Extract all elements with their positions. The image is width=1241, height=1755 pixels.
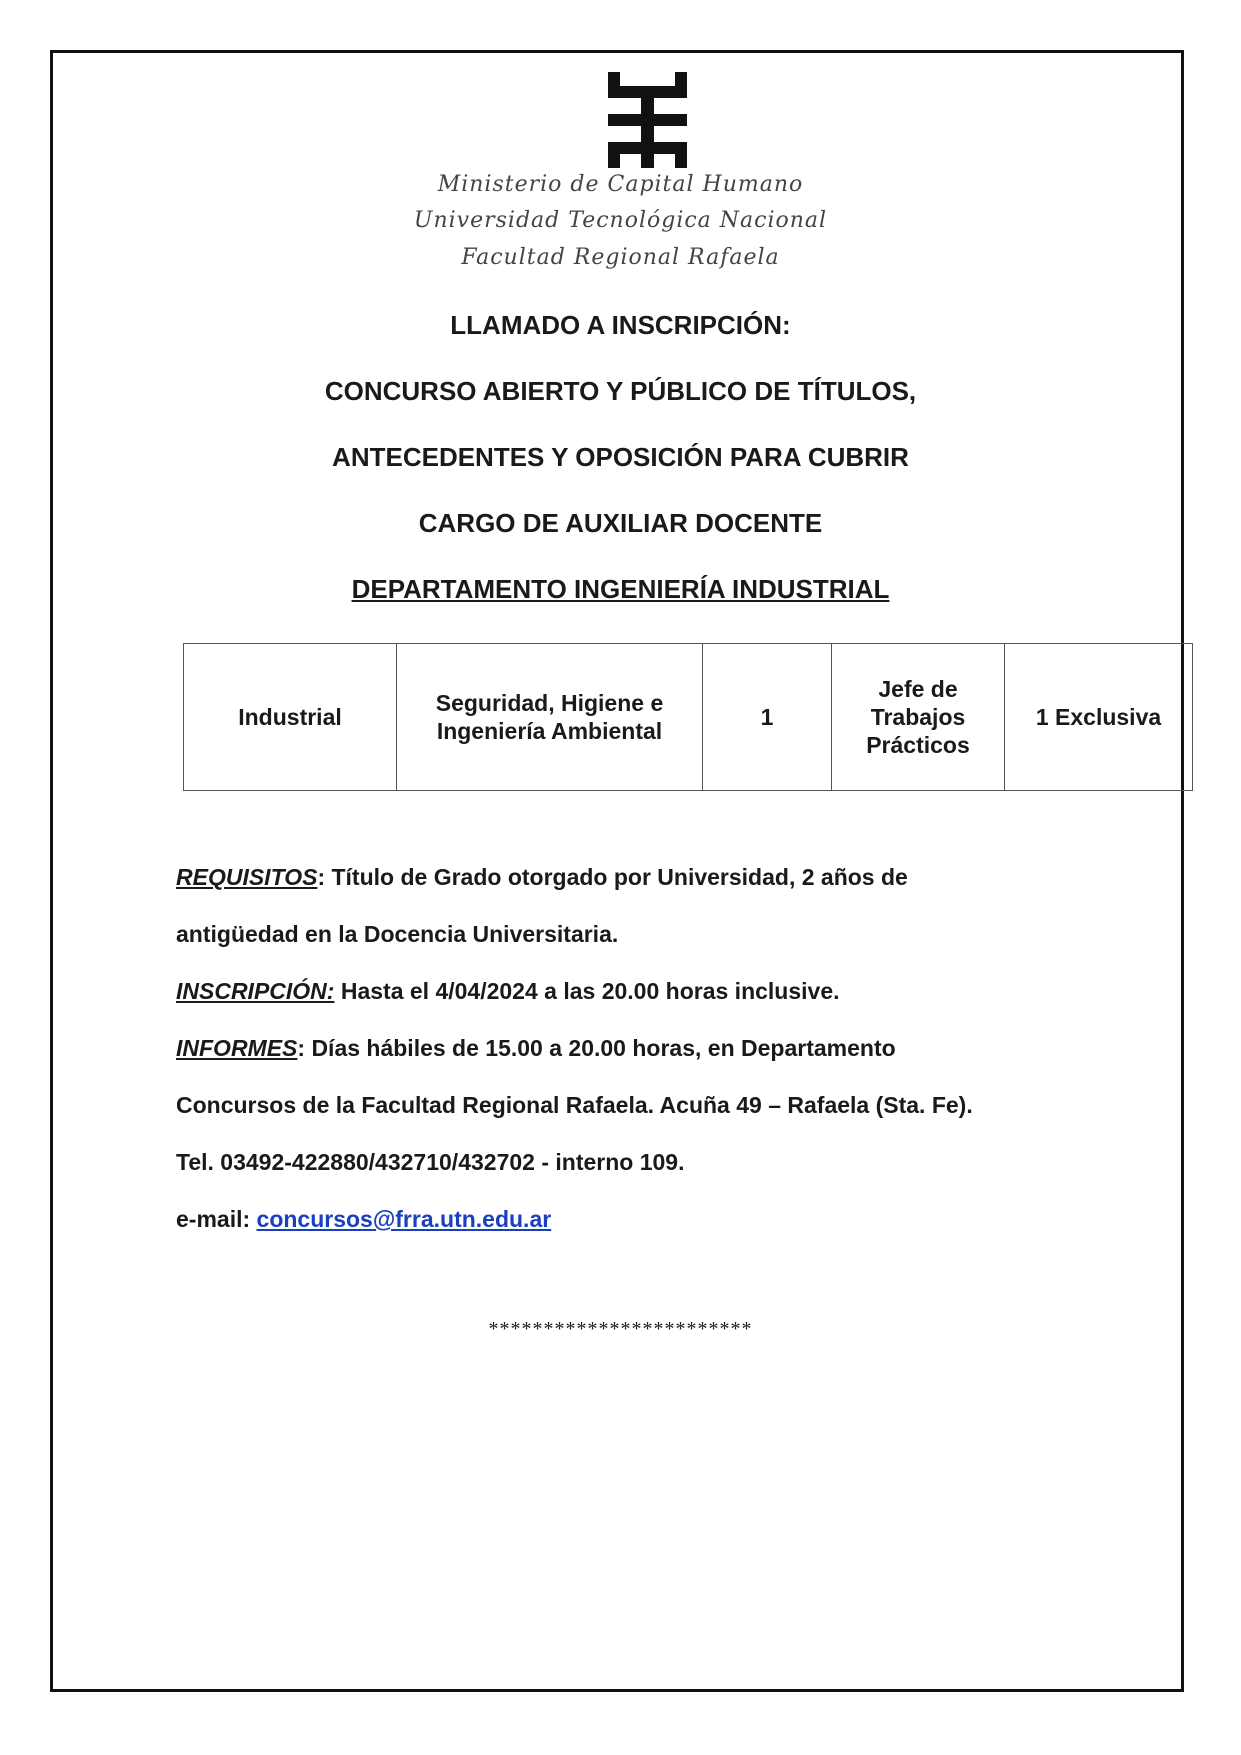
letterhead-faculty: Facultad Regional Rafaela xyxy=(461,245,780,270)
informes-phone: Tel. 03492-422880/432710/432702 - interno 109. xyxy=(176,1149,685,1175)
cell-role: Jefe de Trabajos Prácticos xyxy=(832,644,1005,791)
positions-table xyxy=(183,643,1193,791)
requisitos-line2: antigüedad en la Docencia Universitaria. xyxy=(176,921,619,947)
cell-department: Industrial xyxy=(184,644,397,791)
cell-quantity: 1 xyxy=(703,644,832,791)
informes-email-line xyxy=(176,1206,551,1233)
email-label: e-mail: xyxy=(176,1206,257,1232)
heading-department: DEPARTAMENTO INGENIERÍA INDUSTRIAL xyxy=(351,574,890,604)
inscripcion-line xyxy=(176,978,840,1005)
inscripcion-text: Hasta el 4/04/2024 a las 20.00 horas inclusive. xyxy=(334,978,840,1004)
utn-logo xyxy=(605,70,690,170)
informes-label: INFORMES xyxy=(176,1035,298,1061)
requisitos-line1 xyxy=(176,864,908,891)
informes-line2: Concursos de la Facultad Regional Rafaela. Acuña 49 – Rafaela (Sta. Fe). xyxy=(176,1092,973,1118)
cell-subject: Seguridad, Higiene e Ingeniería Ambiental xyxy=(397,644,703,791)
heading-position: CARGO DE AUXILIAR DOCENTE xyxy=(418,508,823,538)
informes-text: : Días hábiles de 15.00 a 20.00 horas, en Departamento xyxy=(297,1035,896,1061)
informes-line1 xyxy=(176,1035,896,1062)
requisitos-text: : Título de Grado otorgado por Universidad, 2 años de xyxy=(317,864,908,890)
heading-call: LLAMADO A INSCRIPCIÓN: xyxy=(450,310,791,340)
heading-contest: CONCURSO ABIERTO Y PÚBLICO DE TÍTULOS, xyxy=(324,376,917,406)
requisitos-label: REQUISITOS xyxy=(176,864,318,890)
heading-antecedents: ANTECEDENTES Y OPOSICIÓN PARA CUBRIR xyxy=(332,442,909,472)
table-row xyxy=(184,644,1193,791)
cell-dedication: 1 Exclusiva xyxy=(1005,644,1193,791)
letterhead-university: Universidad Tecnológica Nacional xyxy=(413,208,828,233)
email-link[interactable]: concursos@frra.utn.edu.ar xyxy=(256,1206,552,1232)
letterhead-ministry: Ministerio de Capital Humano xyxy=(437,172,804,197)
inscripcion-label: INSCRIPCIÓN: xyxy=(176,978,335,1004)
separator-stars: ************************ xyxy=(488,1318,753,1340)
